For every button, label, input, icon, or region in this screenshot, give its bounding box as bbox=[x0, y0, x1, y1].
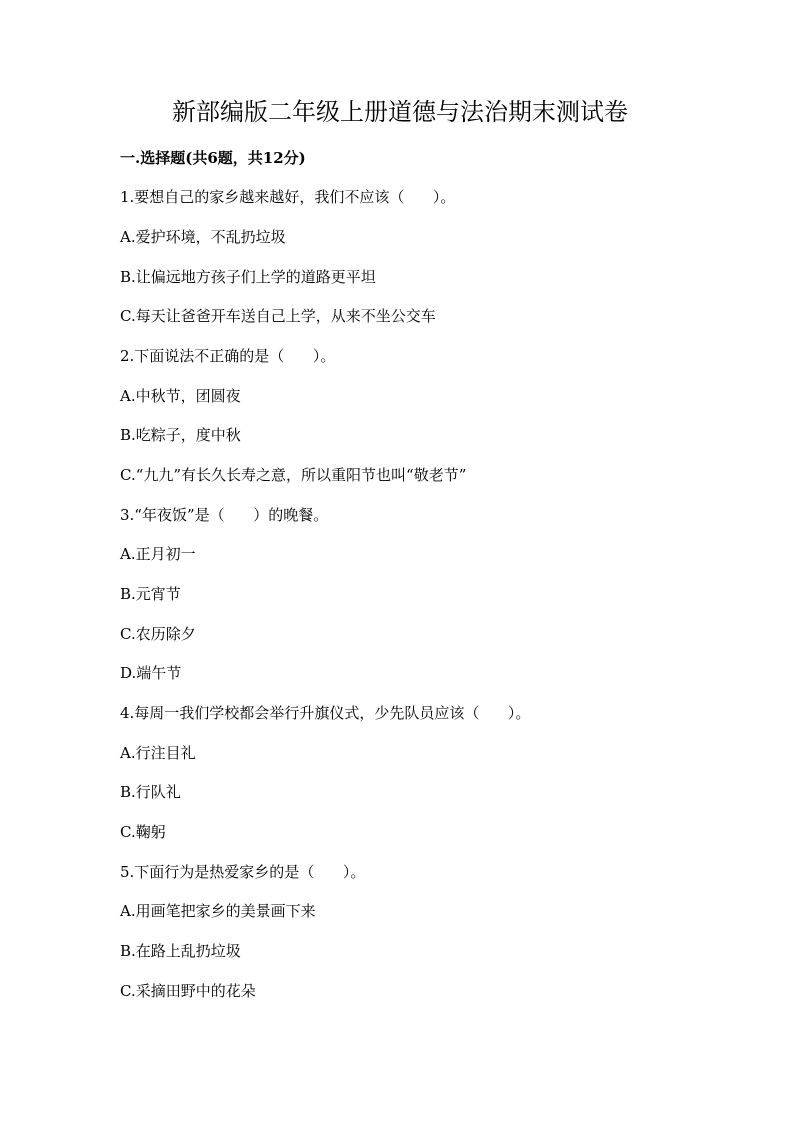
question-2-option-b: B.吃粽子，度中秋 bbox=[120, 426, 241, 444]
question-5-option-c: C.采摘田野中的花朵 bbox=[120, 982, 256, 1000]
document-title: 新部编版二年级上册道德与法治期末测试卷 bbox=[172, 98, 628, 126]
question-5-option-a: A.用画笔把家乡的美景画下来 bbox=[120, 902, 316, 920]
question-3-option-c: C.农历除夕 bbox=[120, 625, 196, 643]
question-1-option-c: C.每天让爸爸开车送自己上学，从来不坐公交车 bbox=[120, 307, 436, 325]
question-2-option-c: C.“九九”有长久长寿之意，所以重阳节也叫“敬老节” bbox=[120, 466, 467, 484]
question-3: 3.“年夜饭”是（ ）的晚餐。 bbox=[120, 506, 329, 524]
question-5-option-b: B.在路上乱扔垃圾 bbox=[120, 942, 241, 960]
question-2-option-a: A.中秋节，团圆夜 bbox=[120, 387, 241, 405]
question-5: 5.下面行为是热爱家乡的是（ ）。 bbox=[120, 863, 366, 881]
question-1-option-b: B.让偏远地方孩子们上学的道路更平坦 bbox=[120, 268, 376, 286]
question-3-option-a: A.正月初一 bbox=[120, 545, 196, 563]
question-3-option-d: D.端午节 bbox=[120, 664, 182, 682]
question-2: 2.下面说法不正确的是（ ）。 bbox=[120, 347, 336, 365]
question-4-option-a: A.行注目礼 bbox=[120, 744, 196, 762]
question-1-option-a: A.爱护环境，不乱扔垃圾 bbox=[120, 228, 286, 246]
question-3-option-b: B.元宵节 bbox=[120, 585, 181, 603]
question-1: 1.要想自己的家乡越来越好，我们不应该（ ）。 bbox=[120, 188, 456, 206]
question-4-option-c: C.鞠躬 bbox=[120, 823, 166, 841]
question-4-option-b: B.行队礼 bbox=[120, 783, 181, 801]
question-4: 4.每周一我们学校都会举行升旗仪式，少先队员应该（ ）。 bbox=[120, 704, 531, 722]
section-header: 一.选择题(共6题，共12分) bbox=[120, 149, 306, 167]
